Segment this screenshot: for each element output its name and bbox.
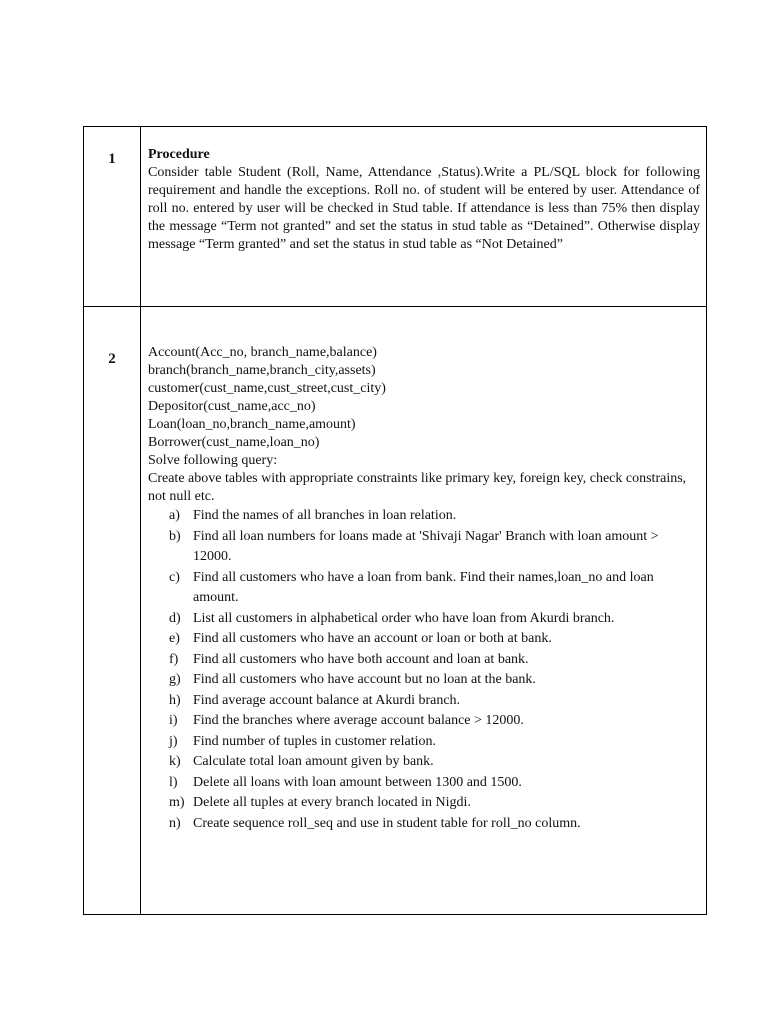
procedure-cell bbox=[148, 146, 700, 254]
instruction-text: Create above tables with appropriate constraints like primary key, foreign key, check constrains, not null etc. bbox=[148, 471, 687, 504]
query-text: Find number of tuples in customer relation. bbox=[193, 733, 437, 749]
query-text: Find the names of all branches in loan relation. bbox=[193, 508, 457, 523]
list-item bbox=[148, 629, 700, 650]
list-item bbox=[148, 506, 700, 527]
list-marker: j) bbox=[169, 733, 178, 749]
query-text: Create sequence roll_seq and use in student table for roll_no column. bbox=[193, 815, 581, 831]
procedure-text: Consider table Student (Roll, Name, Attendance ,Status).Write a PL/SQL block for following requirement and handle the exceptions. Roll no. of student will be entered by user. Attendance of roll no. entered by user will be checked in Stud table. If attendance is less than 75% then display the message “Term not granted” and set the status in stud table as “Detained”. Otherwise display message “Term granted” and set the status in stud table as “Not Detained” bbox=[148, 165, 700, 252]
queries-cell bbox=[148, 344, 700, 834]
column-divider bbox=[140, 307, 141, 914]
table-row-2 bbox=[84, 307, 706, 914]
list-item bbox=[148, 773, 700, 794]
table-row-1 bbox=[84, 127, 706, 307]
schema-line: Borrower(cust_name,loan_no) bbox=[148, 435, 320, 450]
list-marker: c) bbox=[169, 569, 180, 585]
list-item bbox=[148, 650, 700, 671]
list-item bbox=[148, 814, 700, 835]
query-text: Find the branches where average account balance > 12000. bbox=[193, 713, 524, 728]
list-item bbox=[148, 691, 700, 712]
assignment-table bbox=[83, 126, 707, 915]
list-marker: i) bbox=[169, 713, 178, 728]
list-marker: m) bbox=[169, 795, 185, 810]
list-item bbox=[148, 670, 700, 691]
query-list bbox=[148, 506, 700, 834]
list-marker: k) bbox=[169, 754, 181, 769]
list-item bbox=[148, 568, 700, 609]
column-divider bbox=[140, 127, 141, 306]
list-marker: l) bbox=[169, 774, 178, 790]
list-item bbox=[148, 752, 700, 773]
schema-line: customer(cust_name,cust_street,cust_city) bbox=[148, 381, 386, 396]
solve-label: Solve following query: bbox=[148, 453, 278, 468]
list-marker: b) bbox=[169, 528, 181, 544]
list-item bbox=[148, 732, 700, 753]
query-text: Find all loan numbers for loans made at 'Shivaji Nagar' Branch with loan amount > 12000. bbox=[193, 528, 659, 564]
row-number: 1 bbox=[108, 151, 116, 167]
list-marker: h) bbox=[169, 692, 181, 708]
list-marker: d) bbox=[169, 610, 181, 626]
schema-line: Depositor(cust_name,acc_no) bbox=[148, 399, 316, 414]
procedure-heading: Procedure bbox=[148, 147, 210, 162]
query-text: Delete all loans with loan amount between 1300 and 1500. bbox=[193, 774, 522, 790]
list-marker: n) bbox=[169, 815, 181, 831]
query-text: Find all customers who have account but no loan at the bank. bbox=[193, 672, 536, 687]
schema-line: Account(Acc_no, branch_name,balance) bbox=[148, 345, 377, 360]
schema-line: Loan(loan_no,branch_name,amount) bbox=[148, 417, 356, 432]
query-text: Find all customers who have both account and loan at bank. bbox=[193, 651, 529, 667]
query-text: Find average account balance at Akurdi branch. bbox=[193, 692, 461, 708]
list-item bbox=[148, 527, 700, 568]
query-text: Find all customers who have a loan from bank. Find their names,loan_no and loan amount. bbox=[193, 569, 654, 605]
query-text: Delete all tuples at every branch located in Nigdi. bbox=[193, 795, 471, 810]
list-marker: f) bbox=[169, 651, 179, 667]
list-marker: e) bbox=[169, 631, 180, 646]
list-marker: a) bbox=[169, 508, 180, 523]
list-marker: g) bbox=[169, 672, 181, 687]
row-number: 2 bbox=[108, 351, 116, 367]
schema-line: branch(branch_name,branch_city,assets) bbox=[148, 363, 376, 378]
query-text: Calculate total loan amount given by bank. bbox=[193, 754, 434, 769]
query-text: Find all customers who have an account or loan or both at bank. bbox=[193, 631, 552, 646]
list-item bbox=[148, 793, 700, 814]
list-item bbox=[148, 711, 700, 732]
query-text: List all customers in alphabetical order who have loan from Akurdi branch. bbox=[193, 610, 615, 626]
list-item bbox=[148, 609, 700, 630]
